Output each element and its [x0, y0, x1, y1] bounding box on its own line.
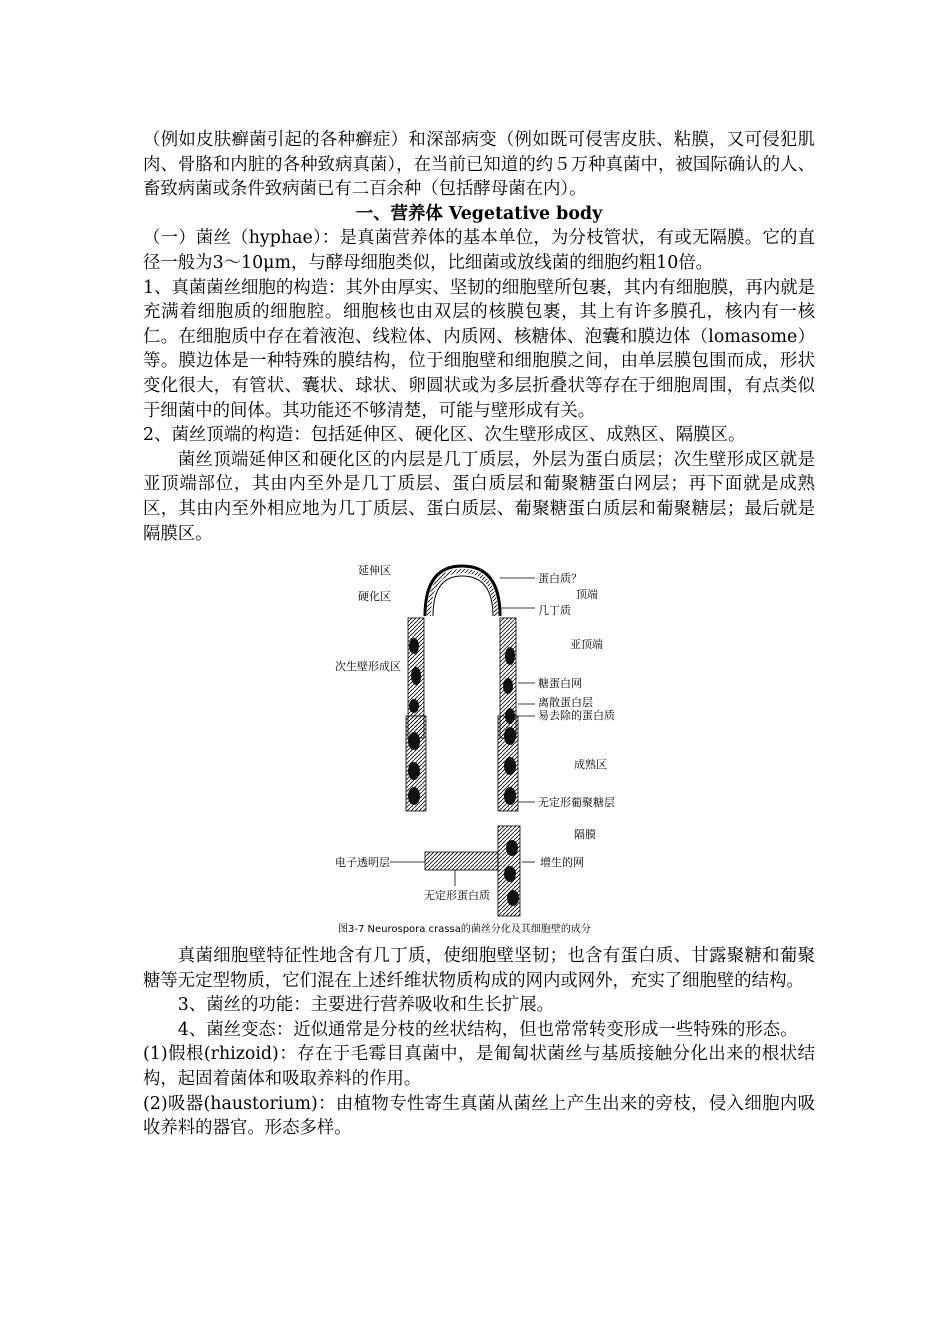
label-proliferated-net: 增生的网 — [540, 856, 584, 869]
paragraph-tip-structure: 2、菌丝顶端的构造：包括延伸区、硬化区、次生壁形成区、成熟区、隔膜区。 — [143, 425, 746, 446]
label-septum: 隔膜 — [574, 828, 596, 841]
label-electron-layer: 电子透明层 — [335, 856, 390, 869]
paragraph-modification: 4、菌丝变态：近似通常是分枝的丝状结构，但也常常转变形成一些特殊的形态。 — [177, 1019, 798, 1040]
paragraph-intro: （例如皮肤癣菌引起的各种癣症）和深部病变（例如既可侵害皮肤、粘膜，又可侵犯肌肉、骨胳和内脏的各种致病真菌），在当前已知道的约５万种真菌中，被国际确认的人、畜致病菌或条件致病菌已有二百余种（包括酵母菌在内）。 — [143, 130, 815, 200]
paragraph-function: 3、菌丝的功能：主要进行营养吸收和生长扩展。 — [177, 995, 555, 1016]
paragraph-rhizoid: (1)假根(rhizoid)：存在于毛霉目真菌中，是匍匐状菌丝与基质接触分化出来的根状结构，起固着菌体和吸取养料的作用。 — [143, 1044, 815, 1089]
label-extension: 延伸区 — [358, 564, 391, 577]
paragraph-haustorium: (2)吸器(haustorium)：由植物专性寄生真菌从菌丝上产生出来的旁枝，侵入细胞内吸收养料的器官。形态多样。 — [143, 1093, 815, 1139]
label-glycoprotein-net: 糖蛋白网 — [538, 677, 582, 690]
paragraph-cell-structure: 1、真菌菌丝细胞的构造：其外由厚实、坚韧的细胞壁所包裹，其内有细胞膜，再内就是充满着细胞质的细胞腔。细胞核也由双层的核膜包裹，其上有许多膜孔，核内有一核仁。在细胞质中存在着液泡、线粒体、内质网、核糖体、泡囊和膜边体（lomasome）等。膜边体是一种特殊的膜结构，位于细胞壁和细胞膜之间，由单层膜包围而成，形状变化很大，有管状、囊状、球状、卵圆状或为多层折叠状等存在于细胞周围，有点类似于细菌中的间体。其功能还不够清楚，可能与壁形成有关。 — [143, 277, 815, 421]
label-subapex: 亚顶端 — [570, 638, 603, 651]
label-amorphous-glucan: 无定形葡聚糖层 — [538, 796, 615, 809]
label-mature: 成熟区 — [574, 758, 607, 771]
label-apex: 顶端 — [576, 588, 598, 601]
septum-region — [425, 826, 520, 916]
label-protein-q: 蛋白质？ — [538, 572, 582, 585]
label-removable-protein: 易去除的蛋白质 — [538, 709, 615, 722]
paragraph-hyphae: （一）菌丝（hyphae）：是真菌营养体的基本单位，为分枝管状，有或无隔膜。它的直径一般为3～10μm，与酵母细胞类似，比细菌或放线菌的细胞约粗10倍。 — [143, 228, 815, 273]
label-amorphous-protein: 无定形蛋白质 — [424, 889, 490, 902]
paragraph-cell-wall: 真菌细胞壁特征性地含有几丁质，使细胞壁坚韧；也含有蛋白质、甘露聚糖和葡聚糖等无定型物质，它们混在上述纤维状物质构成的网内或网外，充实了细胞壁的结构。 — [143, 946, 815, 991]
label-discrete-protein: 离散蛋白层 — [538, 696, 593, 709]
label-chitin: 几丁质 — [538, 604, 571, 617]
text-block-top — [143, 128, 815, 546]
section-heading: 一、营养体 Vegetative body — [355, 203, 603, 224]
paragraph-tip-layers: 菌丝顶端延伸区和硬化区的内层是几丁质层，外层为蛋白质层；次生壁形成区就是亚顶端部位，其由内至外是几丁质层、蛋白质层和葡聚糖蛋白网层；再下面就是成熟区，其由内至外相应地为几丁质层、蛋白质层、葡聚糖蛋白质层和葡聚糖层；最后就是隔膜区。 — [143, 449, 815, 544]
lower-wall-left — [406, 716, 426, 811]
figure-caption: 图3-7 Neurospora crassa的菌丝分化及其细胞壁的成分 — [338, 924, 591, 935]
label-hardening: 硬化区 — [358, 590, 391, 603]
hyphae-diagram — [330, 556, 630, 936]
lower-wall-right — [498, 716, 518, 811]
text-block-bottom — [143, 944, 815, 1141]
label-secondary-wall: 次生壁形成区 — [335, 660, 401, 673]
